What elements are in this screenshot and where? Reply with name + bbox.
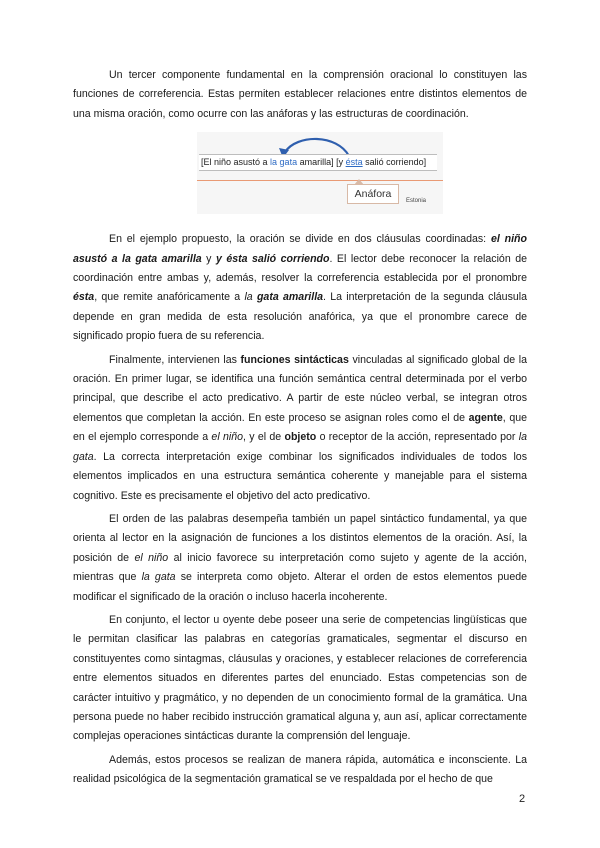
text-run: , que remite anafóricamente a bbox=[94, 291, 245, 304]
text-run: El orden de las palabras desempeña también un papel sintáctico fundamental, ya que orienta al lector en la asignación de funciones a los distintos elementos de la oración. Así, la posición de bbox=[73, 512, 527, 564]
term-syntactic-functions: funciones sintácticas bbox=[240, 353, 349, 366]
text-run: o receptor de la acción, representado por bbox=[316, 431, 519, 444]
text-run: se interpreta como objeto. Alterar el orden de estos elementos puede modificar el significado de la oración o incluso hacerla incoherente. bbox=[73, 571, 528, 603]
sentence-part-4: [y bbox=[333, 157, 346, 168]
anaphora-callout: Anáfora bbox=[347, 184, 399, 204]
term-object: objeto bbox=[284, 431, 317, 444]
paragraph-automatic-processes: Además, estos procesos se realizan de manera rápida, automática e inconsciente. La realidad psicológica de la segmentación gramatical se ve respaldada por el hecho de que bbox=[73, 753, 527, 786]
example-sentence bbox=[199, 154, 437, 171]
text-run: , y el de bbox=[243, 431, 285, 444]
text-run: Finalmente, intervienen las bbox=[109, 353, 241, 366]
document-page bbox=[73, 66, 527, 790]
emphasis-clause-2: y ésta salió corriendo bbox=[215, 252, 330, 265]
text-run: y bbox=[201, 252, 216, 265]
sentence-part-1: [El niño asustó a bbox=[201, 157, 271, 168]
figure-side-label: Estonia bbox=[406, 198, 427, 205]
text-run: al inicio favorece su interpretación como sujeto y agente de la acción, mientras que bbox=[73, 551, 527, 584]
paragraph-coreference-intro: Un tercer componente fundamental en la comprensión oracional lo constituyen las funciones de correferencia. Estas permiten establecer relaciones entre distintos elementos de una misma oración, como ocurre con las anáforas y las estructuras de coordinación. bbox=[73, 69, 527, 120]
emphasis-antecedent: gata amarilla bbox=[256, 291, 324, 304]
text-run: En el ejemplo propuesto, la oración se divide en dos cláusulas coordinadas: bbox=[109, 233, 491, 246]
emphasis-pronoun: ésta bbox=[73, 291, 95, 304]
text-run: . La correcta interpretación exige combinar los significados individuales de todos los elementos implicados en una estructura semántica coherente y manejable para el sistema cognitivo. Este es precisamente el objetivo del acto predicativo. bbox=[73, 450, 527, 502]
divider-line bbox=[197, 180, 443, 181]
sentence-antecedent: la gata bbox=[270, 157, 298, 168]
paragraph-linguistic-competences: En conjunto, el lector u oyente debe poseer una serie de competencias lingüísticas que le permitan clasificar las palabras en categorías gramaticales, segmentar el discurso en constituyentes como sintagmas, cláusulas y oraciones, y establecer relaciones de correferencia entre elementos situados en diferentes partes del enunciado. Estas competencias son de carácter intuitivo y pragmático, y no dependen de un conocimiento formal de la gramática. Una persona puede no haber recibido instrucción gramatical alguna y, aun así, aplicar correctamente complejas operaciones sintácticas durante la comprensión del lenguaje. bbox=[73, 613, 527, 743]
anaphora-diagram bbox=[197, 132, 443, 214]
paragraph-word-order bbox=[73, 510, 527, 607]
sentence-part-3: amarilla] bbox=[297, 157, 334, 168]
term-agent: agente bbox=[468, 411, 503, 424]
text-run: . El lector debe reconocer la relación de coordinación entre ambas y, además, resolver la correferencia establecida por el pronombre bbox=[73, 252, 527, 285]
example-agent: el niño bbox=[211, 431, 243, 444]
sentence-pronoun: ésta bbox=[345, 157, 363, 168]
anaphora-figure bbox=[73, 132, 527, 224]
sentence-part-6: salió corriendo] bbox=[362, 157, 427, 168]
emphasis-clause-1: el niño asustó a la gata amarilla bbox=[73, 233, 527, 265]
page-number: 2 bbox=[519, 793, 526, 805]
paragraph-example-explanation bbox=[73, 230, 527, 346]
paragraph-syntactic-functions bbox=[73, 351, 527, 506]
emphasis-article: la bbox=[244, 291, 253, 304]
text-run: . La interpretación de la segunda cláusula depende en gran medida de esta resolución anafórica, ya que el pronombre carece de significado propio fuera de su referencia. bbox=[73, 291, 528, 343]
example-object: la gata bbox=[141, 571, 176, 584]
text-run: , que en el ejemplo corresponde a bbox=[73, 411, 528, 444]
example-subject: el niño bbox=[134, 551, 169, 564]
text-run: vinculadas al significado global de la oración. En primer lugar, se identifica una función semántica central determinada por el verbo principal, que describe el acto predicativo. A partir de este núcleo verbal, se integran otros elementos que completan la acción. En este proceso se asignan roles como el de bbox=[73, 353, 528, 424]
example-object: la gata bbox=[73, 431, 528, 463]
